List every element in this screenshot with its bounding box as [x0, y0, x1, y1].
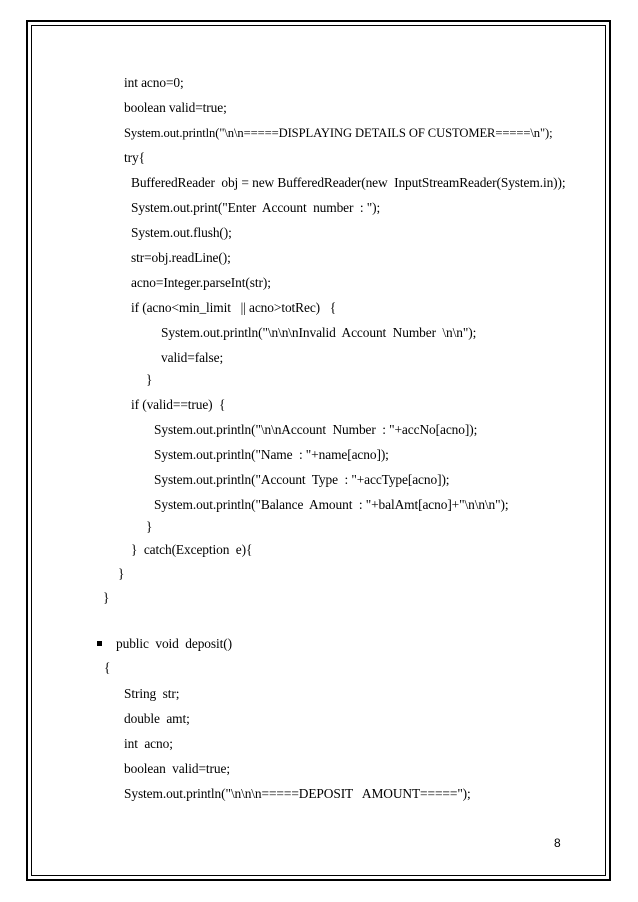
code-line: acno=Integer.parseInt(str);	[131, 275, 271, 290]
code-line: str=obj.readLine();	[131, 250, 231, 265]
code-line: int acno=0;	[124, 75, 184, 90]
square-bullet-icon	[97, 641, 102, 646]
code-line: } catch(Exception e){	[131, 542, 253, 557]
code-line: double amt;	[124, 711, 190, 726]
code-line: int acno;	[124, 736, 173, 751]
code-line: String str;	[124, 686, 180, 701]
code-line: if (acno<min_limit || acno>totRec) {	[131, 300, 337, 315]
code-line: System.out.println("\n\n\n=====DEPOSIT AMOUNT=====");	[124, 786, 471, 801]
code-line: BufferedReader obj = new BufferedReader(new InputStreamReader(System.in));	[131, 175, 566, 190]
code-line: {	[104, 660, 111, 675]
code-line: try{	[124, 150, 145, 165]
code-line: }	[118, 566, 125, 581]
code-line: System.out.println("\n\n=====DISPLAYING DETAILS OF CUSTOMER=====\n");	[124, 126, 553, 140]
method-heading: public void deposit()	[116, 636, 232, 651]
code-line: }	[146, 519, 153, 534]
code-line: System.out.println("\n\n\nInvalid Account Number \n\n");	[161, 325, 477, 340]
code-line: }	[146, 372, 153, 387]
code-line: System.out.flush();	[131, 225, 232, 240]
code-line: System.out.println("\n\nAccount Number : "+accNo[acno]);	[154, 422, 478, 437]
code-line: }	[103, 590, 110, 605]
page-number: 8	[554, 836, 561, 850]
code-line: System.out.println("Account Type : "+accType[acno]);	[154, 472, 450, 487]
code-line: if (valid==true) {	[131, 397, 226, 412]
code-line: System.out.println("Balance Amount : "+balAmt[acno]+"\n\n\n");	[154, 497, 509, 512]
code-line: boolean valid=true;	[124, 100, 227, 115]
code-line: boolean valid=true;	[124, 761, 230, 776]
code-line: valid=false;	[161, 350, 224, 365]
code-line: System.out.print("Enter Account number : ");	[131, 200, 381, 215]
code-line: System.out.println("Name : "+name[acno]);	[154, 447, 389, 462]
